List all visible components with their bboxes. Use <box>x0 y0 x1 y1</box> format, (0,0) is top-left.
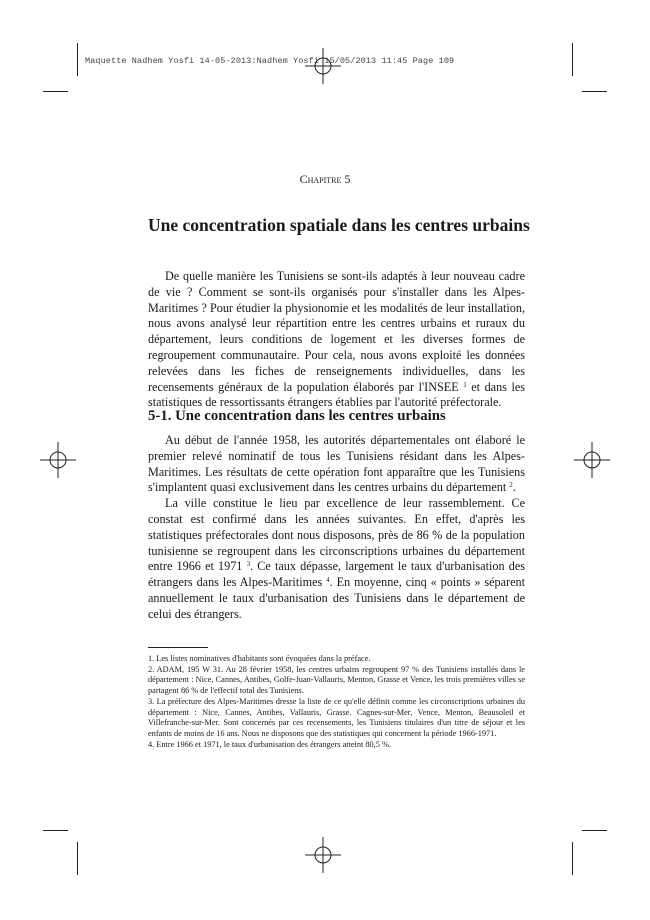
section-heading: 5-1. Une concentration dans les centres urbains <box>148 408 446 424</box>
crop-mark-top-right-horizontal <box>582 91 607 92</box>
registration-mark-top-icon <box>303 46 343 86</box>
section-paragraph-1-end: . <box>512 480 516 495</box>
footnote-separator <box>148 647 208 648</box>
footnote-1: 1. Les listes nominatives d'habitants sont évoquées dans la préface. <box>148 654 371 663</box>
printer-slug-line: Maquette Nadhem Yosfi 14-05-2013:Nadhem Yosfi 15/05/2013 11:45 Page 109 <box>85 56 455 66</box>
footnote-3: 3. La préfecture des Alpes-Maritimes dresse la liste de ce qu'elle définit comme les circonscriptions urbaines du département : Nice, Cannes, Antibes, Vallauris, Grasse. Cagnes-sur-Mer, Vence, Menton, Beausoleil et Villefranche-sur-Mer. Sont concernés par ces recensements, les Tunisiens titulaires d'un titre de séjour et les enfants de moins de 16 ans. Nous ne disposons que des statistiques qui concernent la période 1966-1971. <box>148 696 525 738</box>
crop-mark-bottom-left-horizontal <box>43 830 68 831</box>
chapter-label <box>0 172 650 187</box>
section-paragraph-2-part1: La ville constitue le lieu par excellence de leur rassemblement. Ce constat est confirmé dans les années suivantes. En effet, d'après les statistiques préfectorales dont nous disposons, près de 86 % de la population tunisienne se regroupent dans les circonscriptions urbaines du département entre 1966 et 1971 <box>148 496 525 574</box>
intro-paragraph <box>148 269 525 411</box>
section-paragraph-2 <box>148 496 525 622</box>
section-paragraph-1-text: Au début de l'année 1958, les autorités départementales ont élaboré le premier relevé nominatif de tous les Tunisiens résidant dans les Alpes-Maritimes. Les résultats de cette opération font apparaître que les Tunisiens s'implantent quasi exclusivement dans les centres urbains du département <box>148 433 525 495</box>
intro-text <box>148 269 525 411</box>
crop-mark-top-left-vertical <box>77 43 78 76</box>
registration-mark-right-icon <box>572 440 612 480</box>
intro-text-part1: De quelle manière les Tunisiens se sont-ils adaptés à leur nouveau cadre de vie ? Comment se sont-ils organisés pour s'installer dans les Alpes-Maritimes ? Pour étudier la physionomie et les modalités de leur installation, nous avons analysé leur répartition entre les centres urbains et ruraux du département, leurs conditions de logement et les diverses formes de regroupement communautaire. Pour cela, nous avons exploité les données relevées dans les fiches de renseignements individuelles, dans les recensements généraux de la population élaborés par l'INSEE <box>148 269 525 394</box>
crop-mark-top-right-vertical <box>572 43 573 76</box>
footnote-ref-2: 2 <box>509 481 513 490</box>
footnote-2: 2. ADAM, 195 W 31. Au 28 février 1958, les centres urbains regroupent 97 % des Tunisiens installés dans le département : Nice, Cannes, Antibes, Golfe-Juan-Vallauris, Menton, Grasse et Vence, les trois premières villes se partagent 86 % de l'effectif total des Tunisiens. <box>148 664 525 696</box>
section-paragraph-1 <box>148 433 525 496</box>
section-paragraph-2-part2: . Ce taux dépasse, largement le taux d'urbanisation des étrangers dans les Alpes-Maritimes <box>148 559 525 590</box>
footnote-4: 4. Entre 1966 et 1971, le taux d'urbanisation des étrangers atteint 80,5 %. <box>148 739 391 749</box>
crop-mark-bottom-right-horizontal <box>582 830 607 831</box>
crop-mark-bottom-left-vertical <box>77 842 78 875</box>
section-body <box>148 433 525 623</box>
chapter-label-text: Chapitre 5 <box>299 172 351 186</box>
intro-text-part2: et dans les statistiques de ressortissants étrangers établies par l'autorité préfectorale. <box>148 379 525 410</box>
section-paragraph-2-part3: . En moyenne, cinq « points » séparent annuellement le taux d'urbanisation des Tunisiens dans le département de celui des étrangers. <box>148 575 525 621</box>
crop-mark-bottom-right-vertical <box>572 842 573 875</box>
footnotes <box>148 654 525 751</box>
footnote-ref-3: 3 <box>246 560 251 569</box>
footnote-ref-4: 4 <box>326 576 330 585</box>
registration-mark-left-icon <box>38 440 78 480</box>
footnote-ref-1: 1 <box>463 380 467 389</box>
crop-mark-top-left-horizontal <box>43 91 68 92</box>
chapter-title: Une concentration spatiale dans les centres urbains <box>148 215 530 235</box>
registration-mark-bottom-icon <box>303 835 343 875</box>
